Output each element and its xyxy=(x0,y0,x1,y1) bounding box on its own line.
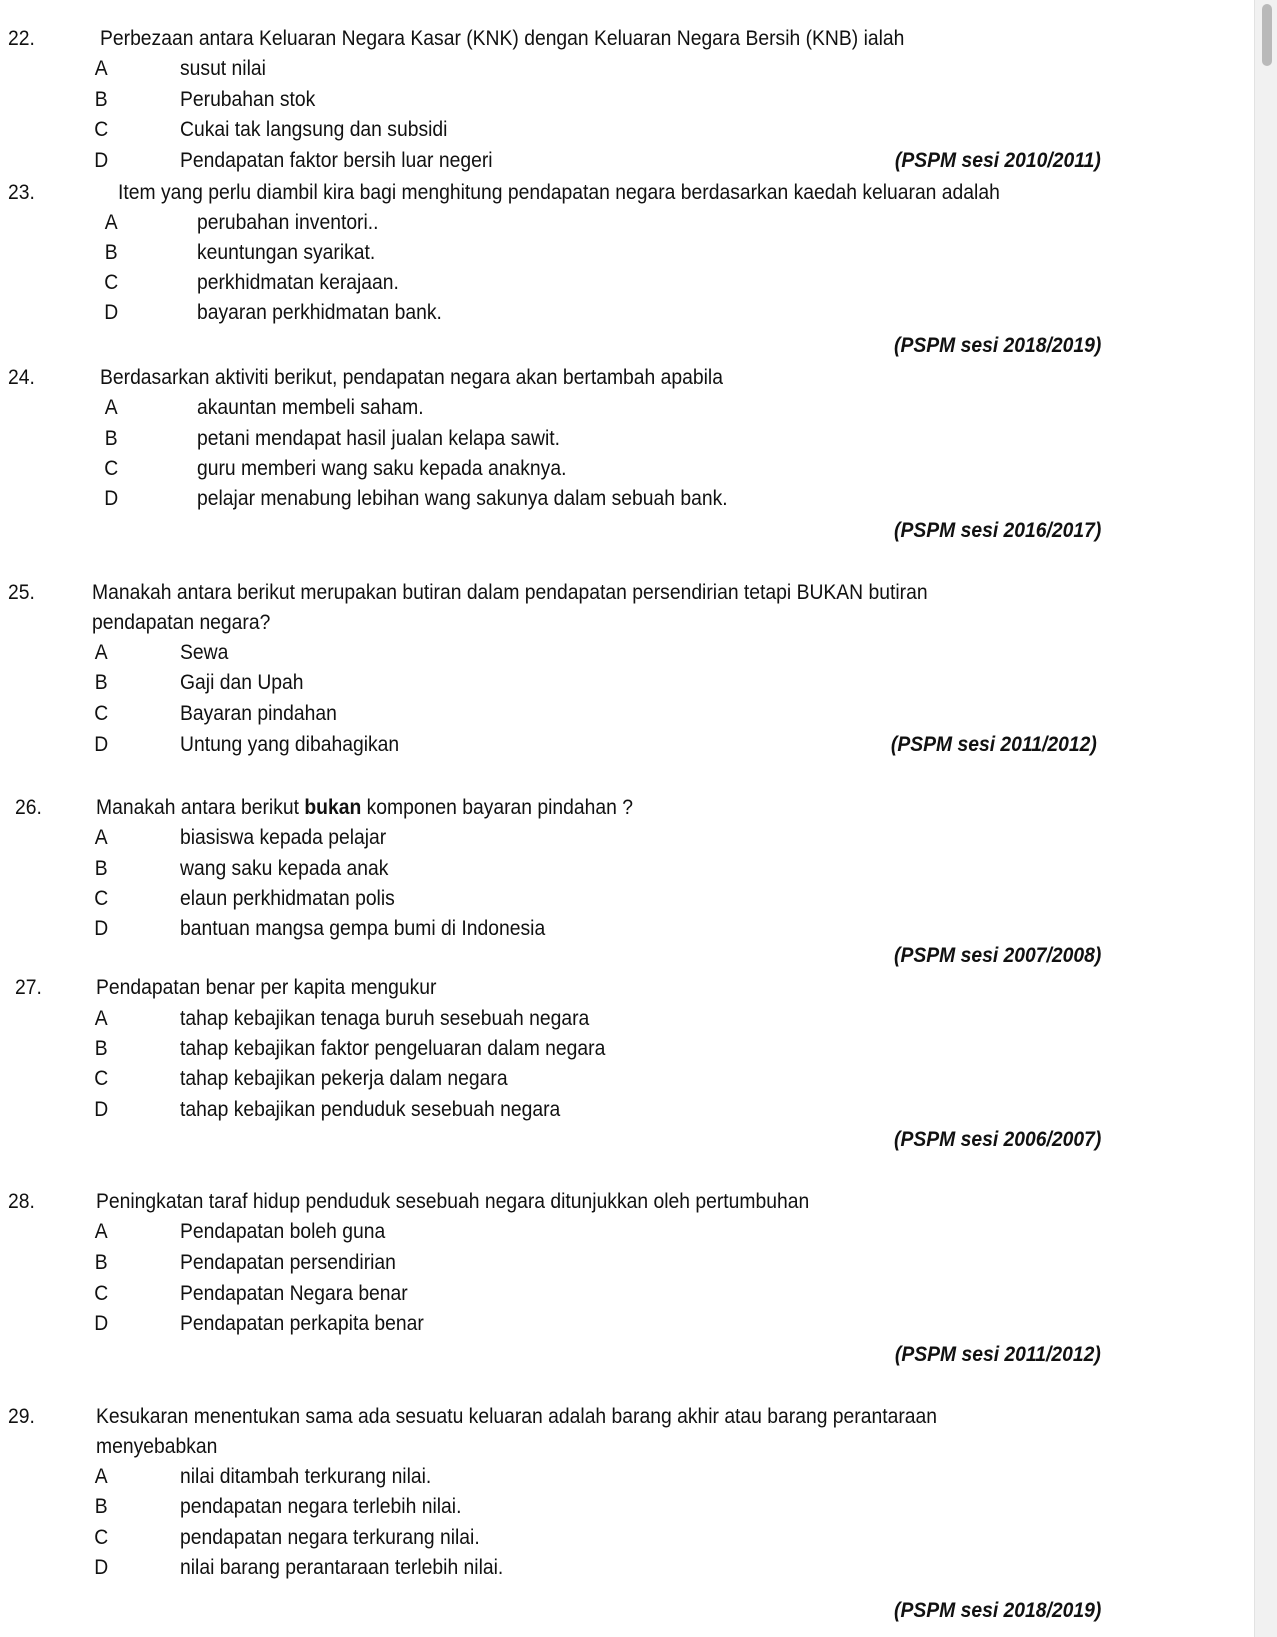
option-letter: D xyxy=(94,917,109,940)
option-text: Pendapatan faktor bersih luar negeri xyxy=(180,149,493,172)
question-stem-line-2: menyebabkan xyxy=(96,1435,218,1458)
option-letter: C xyxy=(94,1282,109,1305)
option-text: bayaran perkhidmatan bank. xyxy=(197,301,442,324)
option-letter: C xyxy=(94,118,109,141)
option-letter: D xyxy=(94,733,109,756)
question-number: 26. xyxy=(15,796,42,819)
option-letter: A xyxy=(94,826,108,849)
question-stem-line-1: Kesukaran menentukan sama ada sesuatu keluaran adalah barang akhir atau barang perantaraan xyxy=(96,1405,938,1428)
option-text: tahap kebajikan tenaga buruh sesebuah negara xyxy=(180,1007,590,1030)
option-letter: D xyxy=(94,149,109,172)
option-letter: D xyxy=(94,1312,109,1335)
question-stem xyxy=(96,795,633,821)
option-text: tahap kebajikan pekerja dalam negara xyxy=(180,1067,508,1090)
source-citation: (PSPM sesi 2016/2017) xyxy=(893,519,1101,542)
option-text: perubahan inventori.. xyxy=(197,211,379,234)
option-letter: D xyxy=(94,1098,109,1121)
option-letter: A xyxy=(94,57,108,80)
question-stem: Item yang perlu diambil kira bagi menghitung pendapatan negara berdasarkan kaedah keluaran adalah xyxy=(118,181,1000,204)
option-text: bantuan mangsa gempa bumi di Indonesia xyxy=(180,917,546,940)
question-stem: Pendapatan benar per kapita mengukur xyxy=(96,976,437,999)
question-stem-line-2: pendapatan negara? xyxy=(92,611,271,634)
source-citation: (PSPM sesi 2007/2008) xyxy=(893,944,1101,967)
question-number: 23. xyxy=(8,181,35,204)
option-text: Gaji dan Upah xyxy=(180,671,304,694)
option-letter: C xyxy=(104,271,119,294)
option-text: perkhidmatan kerajaan. xyxy=(197,271,399,294)
option-letter: D xyxy=(104,301,119,324)
source-citation: (PSPM sesi 2018/2019) xyxy=(893,334,1101,357)
option-text: susut nilai xyxy=(180,57,266,80)
vertical-scrollbar[interactable] xyxy=(1254,0,1277,1637)
question-number: 27. xyxy=(15,976,42,999)
option-letter: C xyxy=(94,1526,109,1549)
option-letter: C xyxy=(94,1067,109,1090)
question-number: 28. xyxy=(8,1190,35,1213)
option-text: Perubahan stok xyxy=(180,88,316,111)
source-citation: (PSPM sesi 2006/2007) xyxy=(893,1128,1101,1151)
option-letter: B xyxy=(94,1495,108,1518)
option-letter: B xyxy=(94,857,108,880)
option-text: Pendapatan Negara benar xyxy=(180,1282,408,1305)
option-letter: D xyxy=(104,487,119,510)
option-letter: A xyxy=(94,641,108,664)
option-text: nilai barang perantaraan terlebih nilai. xyxy=(180,1556,504,1579)
option-text: guru memberi wang saku kepada anaknya. xyxy=(197,457,567,480)
source-citation: (PSPM sesi 2011/2012) xyxy=(891,733,1097,756)
option-text: pelajar menabung lebihan wang sakunya dalam sebuah bank. xyxy=(197,487,728,510)
option-letter: B xyxy=(94,671,108,694)
question-number: 24. xyxy=(8,366,35,389)
option-text: Untung yang dibahagikan xyxy=(180,733,400,756)
option-text: tahap kebajikan faktor pengeluaran dalam negara xyxy=(180,1037,606,1060)
option-letter: C xyxy=(104,457,119,480)
question-number: 22. xyxy=(8,27,35,50)
option-text: nilai ditambah terkurang nilai. xyxy=(180,1465,432,1488)
option-text: pendapatan negara terkurang nilai. xyxy=(180,1526,480,1549)
option-text: Bayaran pindahan xyxy=(180,702,337,725)
question-number: 29. xyxy=(8,1405,35,1428)
option-text: Cukai tak langsung dan subsidi xyxy=(180,118,448,141)
option-text: biasiswa kepada pelajar xyxy=(180,826,387,849)
question-stem: Berdasarkan aktiviti berikut, pendapatan negara akan bertambah apabila xyxy=(100,366,723,389)
option-letter: A xyxy=(104,396,118,419)
stem-text-before: Manakah antara berikut xyxy=(96,796,305,819)
option-text: elaun perkhidmatan polis xyxy=(180,887,395,910)
option-text: keuntungan syarikat. xyxy=(197,241,376,264)
option-letter: D xyxy=(94,1556,109,1579)
option-letter: A xyxy=(104,211,118,234)
stem-text-after: komponen bayaran pindahan ? xyxy=(361,796,634,819)
option-text: Sewa xyxy=(180,641,229,664)
option-letter: A xyxy=(94,1007,108,1030)
option-letter: B xyxy=(104,241,118,264)
option-text: akauntan membeli saham. xyxy=(197,396,424,419)
question-stem: Peningkatan taraf hidup penduduk sesebuah negara ditunjukkan oleh pertumbuhan xyxy=(96,1190,810,1213)
option-text: petani mendapat hasil jualan kelapa sawit. xyxy=(197,427,561,450)
source-citation: (PSPM sesi 2018/2019) xyxy=(893,1599,1101,1622)
option-letter: A xyxy=(94,1220,108,1243)
option-letter: A xyxy=(94,1465,108,1488)
scrollbar-thumb[interactable] xyxy=(1262,4,1272,66)
question-stem: Perbezaan antara Keluaran Negara Kasar (KNK) dengan Keluaran Negara Bersih (KNB) ialah xyxy=(100,27,905,50)
option-letter: C xyxy=(94,702,109,725)
option-text: wang saku kepada anak xyxy=(180,857,389,880)
question-stem-line-1: Manakah antara berikut merupakan butiran dalam pendapatan persendirian tetapi BUKAN butiran xyxy=(92,581,928,604)
option-letter: B xyxy=(94,1251,108,1274)
option-letter: C xyxy=(94,887,109,910)
source-citation: (PSPM sesi 2011/2012) xyxy=(895,1343,1101,1366)
option-letter: B xyxy=(104,427,118,450)
question-number: 25. xyxy=(8,581,35,604)
option-text: Pendapatan boleh guna xyxy=(180,1220,386,1243)
option-letter: B xyxy=(94,88,108,111)
option-text: Pendapatan persendirian xyxy=(180,1251,396,1274)
option-text: tahap kebajikan penduduk sesebuah negara xyxy=(180,1098,561,1121)
option-letter: B xyxy=(94,1037,108,1060)
stem-emphasis-bukan: bukan xyxy=(304,796,362,819)
source-citation: (PSPM sesi 2010/2011) xyxy=(895,149,1101,172)
option-text: pendapatan negara terlebih nilai. xyxy=(180,1495,462,1518)
option-text: Pendapatan perkapita benar xyxy=(180,1312,424,1335)
